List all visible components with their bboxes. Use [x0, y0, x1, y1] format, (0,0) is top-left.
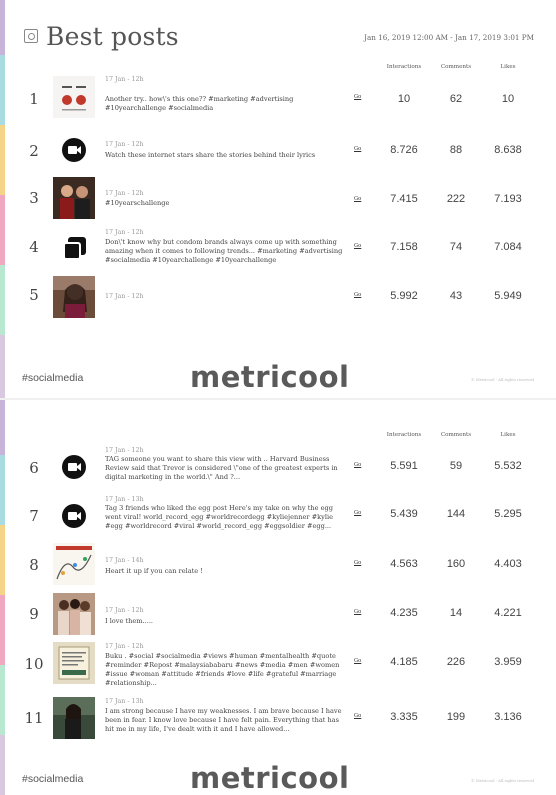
likes-value: 4.221 — [494, 607, 522, 619]
post-text: I love them..... — [105, 617, 154, 625]
color-stripe — [0, 400, 5, 455]
likes-value: 3.959 — [494, 656, 522, 668]
copyright-notice: © Metricool - All rights reserved — [470, 778, 534, 783]
metricool-logo: metricool — [190, 360, 350, 394]
post-text: Another try.. how\'s this one?? #marketing #advertising #10yearchallenge #socialmedia — [105, 95, 294, 113]
post-timestamp: 17 Jan - 12h — [105, 447, 144, 454]
post-rank: 11 — [24, 709, 44, 727]
post-thumbnail[interactable] — [53, 593, 95, 635]
interactions-value: 5.992 — [390, 290, 418, 302]
post-text: I am strong because I have my weaknesses. I am brave because I have been in fear. I know love because I have felt pain. Everything that has hit me in my life, I've dealt with it and I have allowed... — [105, 707, 342, 734]
likes-value: 8.638 — [494, 144, 522, 156]
interactions-value: 4.185 — [390, 656, 418, 668]
post-rank: 4 — [29, 238, 39, 256]
color-stripe — [0, 195, 5, 265]
post-rank: 3 — [29, 189, 39, 207]
open-post-link[interactable]: Go — [354, 609, 362, 615]
open-post-link[interactable]: Go — [354, 462, 362, 468]
comments-value: 43 — [449, 290, 463, 302]
comments-value: 222 — [446, 193, 466, 205]
interactions-value: 4.563 — [390, 558, 418, 570]
column-header-comments: Comments — [440, 432, 472, 438]
comments-value: 226 — [446, 656, 466, 668]
open-post-link[interactable]: Go — [354, 94, 362, 100]
open-post-link[interactable]: Go — [354, 196, 362, 202]
likes-value: 3.136 — [494, 711, 522, 723]
interactions-value: 5.591 — [390, 460, 418, 472]
open-post-link[interactable]: Go — [354, 658, 362, 664]
comments-value: 144 — [446, 508, 466, 520]
color-stripe — [0, 335, 5, 398]
column-header-interactions: Interactions — [386, 64, 422, 70]
color-stripe — [0, 125, 5, 195]
likes-value: 7.193 — [494, 193, 522, 205]
post-timestamp: 17 Jan - 12h — [105, 190, 144, 197]
post-timestamp: 17 Jan - 12h — [105, 643, 144, 650]
color-stripe — [0, 455, 5, 525]
post-text: #10yearschallenge — [105, 199, 170, 207]
color-stripe — [0, 735, 5, 795]
interactions-value: 8.726 — [390, 144, 418, 156]
report-page-2 — [0, 400, 556, 795]
page-title: Best posts — [46, 22, 179, 51]
post-text: Buku . #social #socialmedia #views #human #mentalhealth #quote #reminder #Repost #malaysiababaru #news #media #men #women #issue #woman #attitude #friends #love #life #grateful #marriage #relationship... — [105, 652, 340, 688]
video-icon[interactable] — [53, 129, 95, 171]
likes-value: 5.295 — [494, 508, 522, 520]
color-stripe — [0, 665, 5, 735]
comments-value: 199 — [446, 711, 466, 723]
post-rank: 5 — [29, 286, 39, 304]
column-header-interactions: Interactions — [386, 432, 422, 438]
post-thumbnail[interactable] — [53, 276, 95, 318]
post-timestamp: 17 Jan - 13h — [105, 496, 144, 503]
post-thumbnail[interactable] — [53, 697, 95, 739]
post-timestamp: 17 Jan - 13h — [105, 698, 144, 705]
post-timestamp: 17 Jan - 12h — [105, 607, 144, 614]
carousel-icon[interactable] — [53, 228, 95, 270]
comments-value: 59 — [449, 460, 463, 472]
post-rank: 9 — [29, 605, 39, 623]
likes-value: 10 — [501, 93, 515, 105]
instagram-icon — [24, 29, 38, 43]
post-rank: 7 — [29, 507, 39, 525]
post-text: TAG someone you want to share this view with .. Harvard Business Review said that Trevor is considered \"one of the greatest experts in digital marketing in the world.\" And ?... — [105, 455, 338, 482]
interactions-value: 10 — [397, 93, 411, 105]
post-text: Heart it up if you can relate ! — [105, 567, 203, 575]
open-post-link[interactable]: Go — [354, 713, 362, 719]
comments-value: 160 — [446, 558, 466, 570]
post-thumbnail[interactable] — [53, 543, 95, 585]
interactions-value: 4.235 — [390, 607, 418, 619]
post-thumbnail[interactable] — [53, 642, 95, 684]
post-timestamp: 17 Jan - 12h — [105, 76, 144, 83]
post-text: Don\'t know why but condom brands always come up with something amazing when it comes to following trends... #marketing #advertising #socialmedia #10yearchallenge #10yearchallenge — [105, 238, 343, 265]
open-post-link[interactable]: Go — [354, 146, 362, 152]
open-post-link[interactable]: Go — [354, 560, 362, 566]
post-rank: 2 — [29, 142, 39, 160]
comments-value: 74 — [449, 241, 463, 253]
open-post-link[interactable]: Go — [354, 510, 362, 516]
post-rank: 10 — [24, 655, 44, 673]
footer-hashtag: #socialmedia — [22, 773, 84, 785]
color-stripe — [0, 55, 5, 125]
post-rank: 1 — [29, 90, 39, 108]
comments-value: 14 — [449, 607, 463, 619]
open-post-link[interactable]: Go — [354, 243, 362, 249]
column-header-comments: Comments — [440, 64, 472, 70]
post-text: Tag 3 friends who liked the egg post Here's my take on why the egg went viral! world_record_egg #worldrecordegg #kyliejenner #kylie #egg #worldrecord #viral #world_record_egg #eggsoldier #egg... — [105, 504, 333, 531]
post-timestamp: 17 Jan - 12h — [105, 141, 144, 148]
post-rank: 6 — [29, 459, 39, 477]
likes-value: 7.084 — [494, 241, 522, 253]
interactions-value: 5.439 — [390, 508, 418, 520]
interactions-value: 7.158 — [390, 241, 418, 253]
footer-hashtag: #socialmedia — [22, 372, 84, 384]
post-text: Watch these internet stars share the stories behind their lyrics — [105, 151, 316, 159]
video-icon[interactable] — [53, 495, 95, 537]
metricool-logo: metricool — [190, 761, 350, 795]
color-stripe — [0, 0, 5, 55]
post-thumbnail[interactable] — [53, 76, 95, 118]
copyright-notice: © Metricool - All rights reserved — [470, 377, 534, 382]
date-range: Jan 16, 2019 12:00 AM - Jan 17, 2019 3:01 PM — [364, 33, 534, 42]
interactions-value: 7.415 — [390, 193, 418, 205]
color-stripe — [0, 595, 5, 665]
column-header-likes: Likes — [500, 64, 516, 70]
open-post-link[interactable]: Go — [354, 292, 362, 298]
post-timestamp: 17 Jan - 12h — [105, 229, 144, 236]
video-icon[interactable] — [53, 446, 95, 488]
color-stripe — [0, 525, 5, 595]
likes-value: 5.949 — [494, 290, 522, 302]
post-timestamp: 17 Jan - 14h — [105, 557, 144, 564]
likes-value: 5.532 — [494, 460, 522, 472]
color-stripe — [0, 265, 5, 335]
post-thumbnail[interactable] — [53, 177, 95, 219]
column-header-likes: Likes — [500, 432, 516, 438]
post-rank: 8 — [29, 556, 39, 574]
comments-value: 88 — [449, 144, 463, 156]
interactions-value: 3.335 — [390, 711, 418, 723]
likes-value: 4.403 — [494, 558, 522, 570]
post-timestamp: 17 Jan - 12h — [105, 293, 144, 300]
comments-value: 62 — [449, 93, 463, 105]
